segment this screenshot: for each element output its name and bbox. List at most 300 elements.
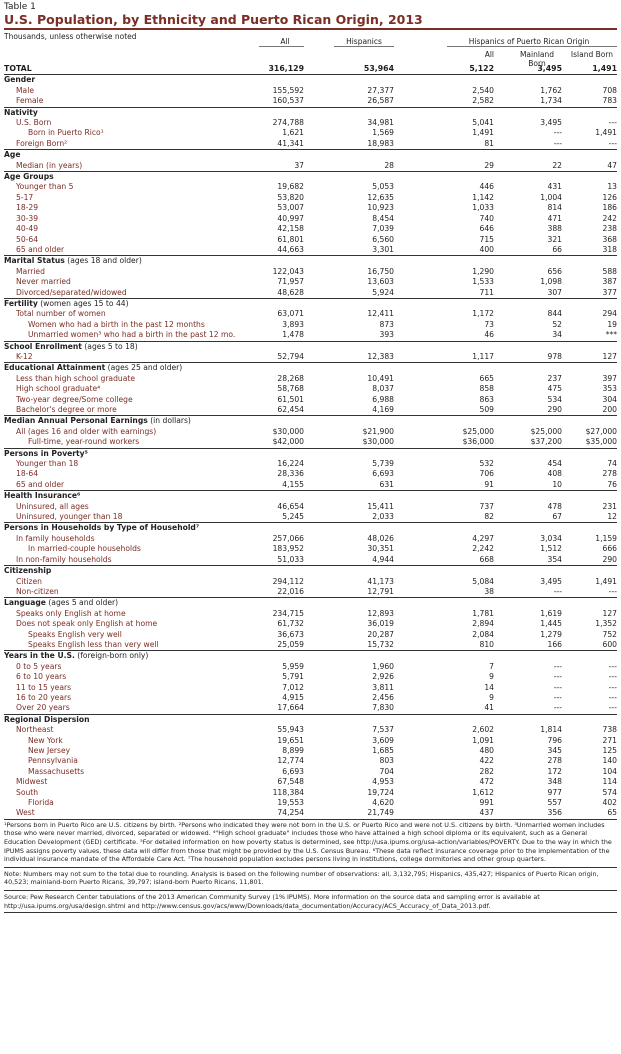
table-cell: 978 [547,351,562,361]
table-cell: 715 [479,234,494,244]
table-cell: 478 [547,501,562,511]
table-cell: 509 [479,405,494,414]
table-cell: 1,033 [472,203,494,213]
table-cell: 53,007 [277,203,304,213]
section-header-row [4,172,617,183]
row-label [4,64,240,75]
table-cell: 294 [602,309,617,319]
table-cell: 76 [607,479,617,489]
table-cell: 402 [602,798,617,808]
table-row [4,512,617,523]
table-label: Table 1 [4,2,36,12]
table-cell: 19,651 [277,735,304,745]
table-cell: 6,988 [372,394,394,404]
row-label [4,256,240,267]
table-cell [304,75,394,86]
table-row [4,630,617,640]
table-cell [394,566,494,577]
table-cell: 22,016 [277,586,304,596]
row-label [4,544,240,554]
section-header-row [4,714,617,725]
table-cell [494,523,562,534]
table-cell: 307 [547,287,562,297]
row-label [4,139,240,150]
table-cell [304,714,394,725]
table-cell: 4,953 [372,777,394,787]
units-note: Thousands, unless otherwise noted [4,32,137,41]
table-cell: 665 [479,373,494,383]
section-header-row [4,341,617,352]
row-label-text: Persons in Households by Type of Household⁷ [4,523,200,533]
table-cell: 2,084 [472,629,494,639]
table-row [4,118,617,128]
row-label [4,619,240,629]
table-cell: 1,004 [540,192,562,202]
row-label-text: Citizen [16,576,42,586]
table-cell: 15,411 [367,501,394,511]
section-header-row [4,75,617,86]
row-label-text: Midwest [16,777,48,787]
table-cell [494,566,562,577]
table-cell [240,341,304,352]
table-cell: 126 [602,192,617,202]
table-cell: 431 [547,182,562,192]
table-row [4,609,617,619]
row-label [4,598,240,609]
table-cell: 67,548 [277,777,304,787]
table-row [4,320,617,330]
table-cell [304,523,394,534]
row-label-text: Educational Attainment [4,363,106,373]
row-label [4,437,240,448]
table-cell: 3,034 [540,533,562,543]
table-cell [394,150,494,161]
table-cell [494,448,562,459]
row-label-text: Pennsylvania [28,756,78,766]
table-cell: 10 [552,479,562,489]
section-header-row [4,150,617,161]
row-label [4,267,240,277]
table-cell [562,448,617,459]
table-cell [394,341,494,352]
table-cell: 183,952 [272,544,304,554]
table-cell: 740 [479,213,494,223]
table-cell: $37,200 [530,437,562,447]
row-label-note: (in dollars) [147,416,191,426]
row-label-text: Over 20 years [16,703,70,713]
table-cell: 12,383 [367,351,394,361]
table-cell: 1,612 [472,787,494,797]
col-header-puerto-rican-group: Hispanics of Puerto Rican Origin [468,37,590,46]
table-cell: 588 [602,266,617,276]
table-cell [240,298,304,309]
table-cell: 28,268 [277,373,304,383]
table-row [4,777,617,787]
row-label-text: Language [4,598,46,608]
row-label [4,448,240,459]
table-cell: 1,814 [540,725,562,735]
table-cell: 600 [602,639,617,649]
table-cell: --- [608,703,617,713]
table-cell: 4,620 [372,798,394,808]
table-cell: 5,041 [472,118,494,128]
row-label [4,714,240,725]
row-label [4,469,240,479]
table-cell: 17,664 [277,703,304,713]
table-cell: 19 [607,319,617,329]
table-cell: 231 [602,501,617,511]
row-label [4,555,240,566]
table-cell [494,363,562,374]
table-row [4,139,617,150]
table-cell [304,363,394,374]
table-row [4,395,617,405]
row-label [4,512,240,523]
table-cell [494,172,562,183]
table-cell: 2,894 [472,619,494,629]
row-label [4,808,240,818]
table-row [4,96,617,107]
table-cell: 47 [607,160,617,170]
table-row [4,587,617,598]
table-cell: 4,169 [372,405,394,414]
table-cell: 257,066 [272,533,304,543]
table-cell: 1,533 [472,277,494,287]
section-header-row [4,651,617,662]
table-cell: 388 [547,224,562,234]
table-cell: 172 [547,766,562,776]
row-label-text: 18-29 [16,203,39,213]
table-row [4,746,617,756]
table-cell: 3,893 [282,319,304,329]
table-cell: 118,384 [272,787,304,797]
table-cell: 4,915 [282,692,304,702]
table-cell: --- [608,138,617,148]
table-row [4,235,617,245]
table-row [4,384,617,394]
table-cell: 5,959 [282,661,304,671]
col-header-hispanics: Hispanics [346,37,382,46]
table-cell [562,75,617,86]
table-cell [394,75,494,86]
table-cell: 9 [489,692,494,702]
table-cell: 977 [547,787,562,797]
table-cell: 3,495 [540,118,562,128]
table-cell: 12,411 [367,309,394,319]
row-label [4,298,240,309]
table-row [4,427,617,437]
table-row [4,161,617,172]
table-cell: 74,254 [277,808,304,818]
row-label [4,767,240,777]
row-label-text: In married-couple households [28,544,141,554]
table-cell: 46 [484,330,494,340]
table-cell: 706 [479,469,494,479]
column-header [4,30,617,68]
table-row [4,214,617,224]
row-label-text: 16 to 20 years [16,692,72,702]
table-cell: 8,037 [372,384,394,394]
table-cell [494,256,562,267]
row-label [4,725,240,735]
table-cell: 480 [479,746,494,755]
row-label [4,756,240,766]
table-cell: 368 [602,234,617,244]
section-header-row [4,523,617,534]
row-label [4,172,240,183]
table-cell: 2,540 [472,85,494,95]
table-cell: 140 [602,756,617,766]
table-cell: 16,750 [367,266,394,276]
table-cell: 238 [602,224,617,234]
table-cell [240,416,304,427]
table-cell [394,363,494,374]
table-cell: 810 [479,639,494,649]
row-label-text: 30-39 [16,213,39,223]
table-cell: 34,981 [367,118,394,128]
table-cell: 796 [547,735,562,745]
table-cell: 278 [547,756,562,766]
table-cell [240,448,304,459]
row-label-text: Regional Dispersion [4,714,90,724]
table-cell: 1,685 [372,746,394,755]
table-cell: 166 [547,639,562,649]
row-label [4,182,240,192]
table-cell: 25,059 [277,639,304,649]
table-cell: 294,112 [272,576,304,586]
table-cell: 1,117 [472,351,494,361]
table-row [4,703,617,714]
table-row [4,619,617,629]
table-cell: 71,957 [277,277,304,287]
table-cell: 408 [547,469,562,479]
table-cell: 6,560 [372,234,394,244]
table-cell: --- [553,128,562,138]
table-cell: 1,352 [595,619,617,629]
table-cell: 20,287 [367,629,394,639]
table-cell [562,598,617,609]
row-label-text: Persons in Poverty⁵ [4,448,88,458]
subcol-header-island: Island Born [570,50,614,59]
table-cell: 28 [384,160,394,170]
table-cell: 471 [547,213,562,223]
table-cell: 34 [552,330,562,340]
row-label [4,245,240,256]
row-label-note: (ages 18 and older) [64,256,142,266]
table-cell [494,298,562,309]
row-label-text: Years in the U.S. [4,651,75,661]
table-cell: 27,377 [367,85,394,95]
table-row [4,555,617,566]
section-header-row [4,107,617,118]
table-row [4,502,617,512]
table-cell [240,75,304,86]
row-label-text: In non-family households [16,554,112,564]
table-cell: --- [553,682,562,692]
row-label [4,683,240,693]
table-cell [494,651,562,662]
table-cell: 26,587 [367,96,394,106]
table-cell [304,416,394,427]
table-cell: 61,501 [277,394,304,404]
table-cell: 36,673 [277,629,304,639]
row-label [4,363,240,374]
table-row [4,577,617,587]
table-cell: 19,724 [367,787,394,797]
table-cell: $25,000 [530,426,562,436]
row-label [4,128,240,138]
table-cell: --- [608,661,617,671]
table-cell: 348 [547,777,562,787]
row-label [4,405,240,416]
table-cell [304,298,394,309]
document-page [4,2,617,913]
row-label-text: Age Groups [4,172,54,182]
row-label [4,736,240,746]
table-cell: 1,619 [540,608,562,618]
section-header-row [4,598,617,609]
table-cell: 2,926 [372,672,394,682]
table-cell: 52,794 [277,351,304,361]
table-row [4,288,617,299]
row-label [4,107,240,118]
row-label-text: Health Insurance⁶ [4,491,81,501]
row-label [4,214,240,224]
table-cell: 53,964 [363,64,394,73]
table-cell: --- [553,672,562,682]
table-cell: 290 [547,405,562,414]
row-label [4,161,240,172]
table-cell: 2,242 [472,544,494,554]
table-cell: 13 [607,182,617,192]
table-cell: 41,173 [367,576,394,586]
table-cell: 437 [479,808,494,818]
col-header-rule [259,46,304,47]
table-cell: 4,155 [282,479,304,489]
table-cell: 14 [484,682,494,692]
table-row [4,437,617,448]
row-label [4,703,240,714]
table-cell: $36,000 [462,437,494,447]
table-cell: --- [608,586,617,596]
row-label [4,395,240,405]
table-cell: $27,000 [585,426,617,436]
table-cell: 5,245 [282,512,304,522]
table-cell [494,75,562,86]
table-cell: 991 [479,798,494,808]
row-label-note: (ages 5 to 18) [81,341,138,351]
col-header-rule [334,46,394,47]
table-row [4,736,617,746]
table-cell: 6,693 [282,766,304,776]
section-header-row [4,416,617,427]
table-cell: 873 [379,319,394,329]
table-cell: 752 [602,629,617,639]
row-label [4,330,240,341]
table-cell: 814 [547,203,562,213]
table-cell: 127 [602,351,617,361]
table-cell: 81 [484,138,494,148]
row-label-note: (ages 5 and older) [45,598,119,608]
row-label [4,651,240,662]
table-cell: 12,791 [367,586,394,596]
table-cell: 40,997 [277,213,304,223]
table-cell: 1,512 [540,544,562,554]
row-label [4,693,240,703]
row-label [4,416,240,427]
row-label-text: South [16,787,39,797]
table-cell [394,598,494,609]
row-label-text: Less than high school graduate [16,373,136,383]
table-cell: --- [608,672,617,682]
table-cell: 19,553 [277,798,304,808]
row-label [4,672,240,682]
table-cell: 1,279 [540,629,562,639]
row-label [4,662,240,672]
table-cell: *** [605,330,617,340]
row-label-text: Full-time, year-round workers [28,437,140,447]
table-row [4,725,617,735]
row-label [4,374,240,384]
table-cell [240,256,304,267]
table-row [4,309,617,319]
row-label-text: Bachelor's degree or more [16,405,117,414]
table-cell: 155,592 [272,85,304,95]
row-label-text: Married [16,266,45,276]
table-row [4,640,617,651]
row-label-text: New York [28,735,63,745]
table-row [4,480,617,491]
table-cell: 55,943 [277,725,304,735]
row-label [4,118,240,128]
table-cell: 242 [602,213,617,223]
table-cell: 122,043 [272,266,304,276]
table-cell: 3,811 [372,682,394,692]
table-cell: 91 [484,479,494,489]
table-cell: 271 [602,735,617,745]
row-label-text: Speaks English less than very well [28,639,159,649]
table-cell [562,150,617,161]
table-cell [304,491,394,502]
row-label [4,86,240,96]
row-label [4,96,240,107]
table-cell: 51,033 [277,554,304,564]
table-cell: 1,621 [282,128,304,138]
table-cell: 274,788 [272,118,304,128]
row-label [4,384,240,394]
table-cell: 19,682 [277,182,304,192]
table-cell: 6,693 [372,469,394,479]
table-cell: 631 [379,479,394,489]
table-cell: 345 [547,746,562,755]
row-label-text: Does not speak only English at home [16,619,158,629]
table-row [4,756,617,766]
row-label-note: (women ages 15 to 44) [37,298,129,308]
row-label-text: 11 to 15 years [16,682,72,692]
row-label-text: Never married [16,277,71,287]
table-row [4,203,617,213]
table-row [4,330,617,341]
table-cell: 783 [602,96,617,106]
table-cell: 1,172 [472,309,494,319]
table-row [4,534,617,544]
table-cell: 574 [602,787,617,797]
table-cell [394,107,494,118]
row-label [4,459,240,469]
table-cell: 304 [602,394,617,404]
row-label-text: Foreign Born² [16,138,68,148]
row-label-text: Citizenship [4,566,52,576]
